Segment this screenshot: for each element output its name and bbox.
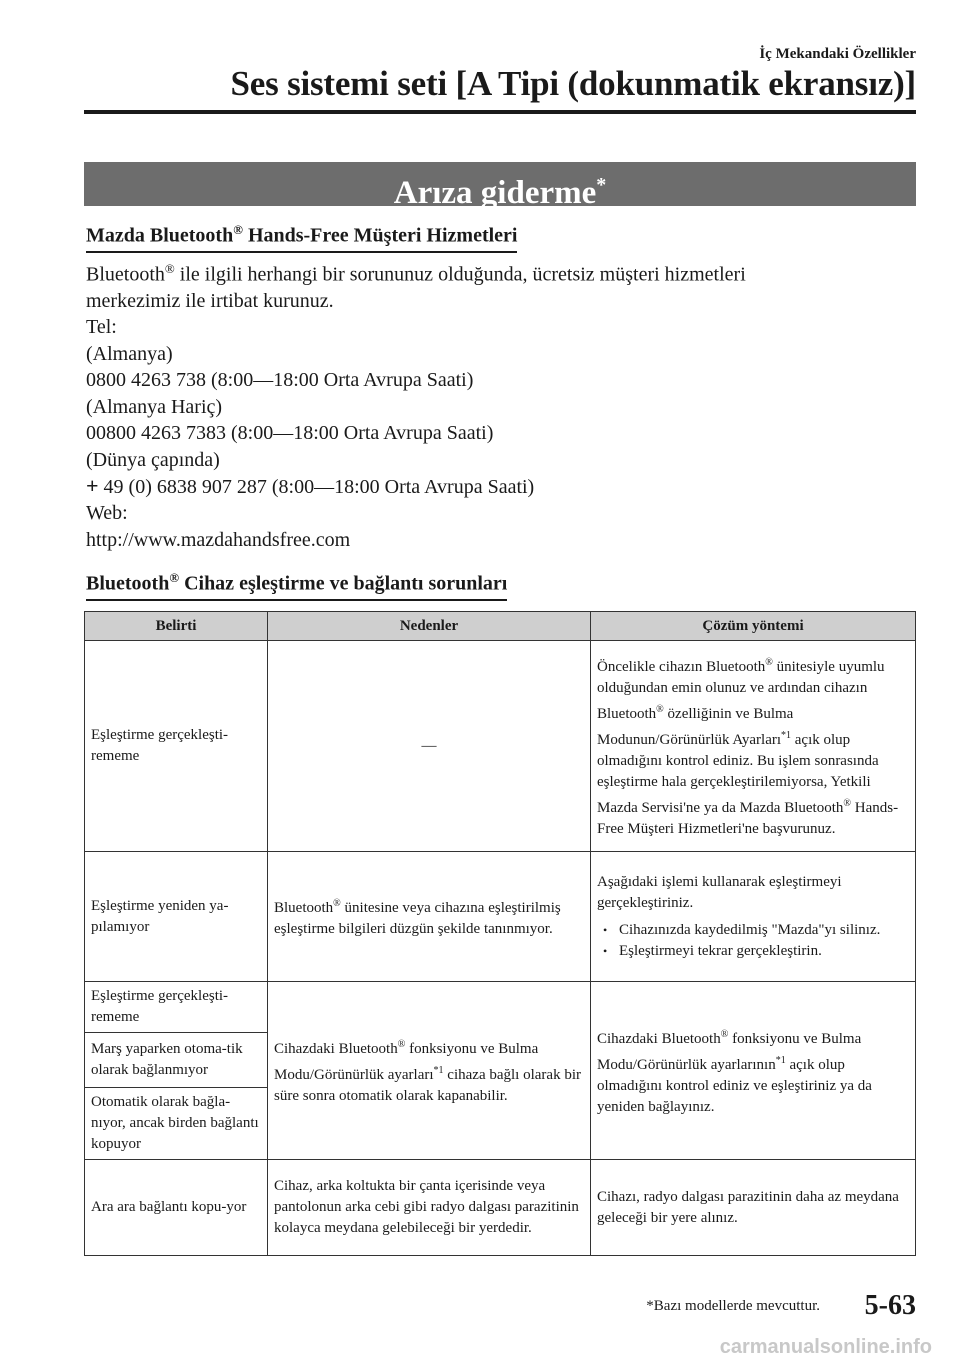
symptom-cell: Otomatik olarak bağla-nıyor, ancak birden bağlantı kopuyor: [85, 1088, 268, 1160]
web-label: Web:: [86, 502, 128, 525]
watermark: carmanualsonline.info: [719, 1336, 932, 1358]
list-item: • Eşleştirmeyi tekrar gerçekleştirin.: [611, 941, 909, 962]
pairing-heading: [86, 570, 507, 601]
table-header-row: [85, 612, 916, 641]
germany-label: (Almanya): [86, 342, 173, 365]
registered-mark: ®: [233, 222, 243, 237]
column-header-solution: Çözüm yöntemi: [591, 612, 916, 641]
table-row: [85, 641, 916, 852]
tel-label: Tel:: [86, 316, 117, 339]
footnote: *Bazı modellerde mevcuttur.: [646, 1298, 820, 1314]
table-row: [85, 982, 916, 1033]
table-row: [85, 1160, 916, 1256]
cause-cell: Bluetooth® ünitesine veya cihazına eşleştirilmiş eşleştirme bilgileri düzgün şekilde tanınmıyor.: [268, 852, 591, 982]
symptom-cell: Eşleştirme yeniden ya-pılamıyor: [85, 852, 268, 982]
footnote-marker: *1: [433, 1065, 444, 1076]
footnote-marker: *1: [781, 730, 792, 741]
column-header-symptom: Belirti: [85, 612, 268, 641]
solution-cell: Öncelikle cihazın Bluetooth® ünitesiyle uyumlu olduğundan emin olunuz ve ardından cihazın Bluetooth® özelliğinin ve Bulma Modunun/Görünürlük Ayarları$^{*1}$ açık olup olmadığını kontrol ediniz. Bu işlem sonrasında eşleştirme hala gerçekleştirilemiyorsa, Yetkili Mazda Servisi'ne ya da Mazda Bluetooth® Hands-Free Müşteri Hizmetleri'ne başvurunuz.: [591, 641, 916, 852]
web-url[interactable]: http://www.mazdahandsfree.com: [86, 528, 351, 551]
intro-line: merkezimiz ile irtibat kurunuz.: [86, 290, 334, 313]
heading-text: Mazda Bluetooth: [86, 224, 234, 247]
outside-germany-label: (Almanya Hariç): [86, 395, 223, 418]
title-divider: [84, 110, 916, 114]
solution-intro: Aşağıdaki işlemi kullanarak eşleştirmeyi gerçekleştiriniz.: [597, 873, 842, 911]
germany-phone: 0800 4263 738 (8:00―18:00 Orta Avrupa Saati): [86, 369, 474, 392]
worldwide-label: (Dünya çapında): [86, 448, 220, 471]
solution-steps: [597, 920, 909, 962]
cause-cell: Cihaz, arka koltukta bir çanta içerisinde veya pantolonun arka cebi gibi radyo dalgası parazitinin kolayca meydana gelebileceği bir yerdedir.: [268, 1160, 591, 1256]
section-label: İç Mekandaki Özellikler: [759, 46, 916, 62]
page-number: 5-63: [864, 1290, 916, 1321]
heading-text: Bluetooth: [86, 572, 170, 595]
hands-free-heading: [86, 222, 517, 253]
symptom-cell: Eşleştirme gerçekleşti-rememe: [85, 641, 268, 852]
symptom-cell: Ara ara bağlantı kopu-yor: [85, 1160, 268, 1256]
heading-text: Hands-Free Müşteri Hizmetleri: [242, 224, 518, 247]
intro-line: Bluetooth® ile ilgili herhangi bir sorununuz olduğunda, ücretsiz müşteri hizmetleri: [86, 261, 746, 286]
contact-block: [86, 256, 906, 553]
plus-icon: +: [86, 472, 99, 498]
column-header-cause: Nedenler: [268, 612, 591, 641]
worldwide-phone: + 49 (0) 6838 907 287 (8:00―18:00 Orta Avrupa Saati): [86, 472, 535, 498]
footnote-marker: *1: [775, 1054, 786, 1066]
solution-cell: [591, 852, 916, 982]
cause-cell: Cihazdaki Bluetooth® fonksiyonu ve Bulma Modu/Görünürlük ayarları$^{*1}$ cihaza bağlı olarak bir süre sonra otomatik olarak kapanabilir.: [268, 982, 591, 1160]
list-item: • Cihazınızda kaydedilmiş "Mazda"yı silinız.: [611, 920, 909, 941]
heading-text: Cihaz eşleştirme ve bağlantı sorunları: [179, 572, 508, 595]
troubleshooting-banner: [84, 162, 916, 211]
troubleshooting-table: [84, 611, 916, 1256]
solution-cell: Cihazdaki Bluetooth® fonksiyonu ve Bulma Modu/Görünürlük ayarlarının$^{*1}$ açık olup olmadığını kontrol ediniz ve eşleştiriniz ya da yeniden bağlayınız.: [591, 982, 916, 1160]
solution-cell: Cihazı, radyo dalgası parazitinin daha az meydana geleceği bir yere alınız.: [591, 1160, 916, 1256]
registered-mark: ®: [169, 570, 180, 585]
banner-title: Arıza giderme: [393, 175, 597, 211]
symptom-cell: Marş yaparken otoma-tik olarak bağlanmıyor: [85, 1033, 268, 1088]
page-title: Ses sistemi seti [A Tipi (dokunmatik ekransız)]: [230, 64, 916, 103]
table-row: [85, 852, 916, 982]
cause-cell: ―: [268, 641, 591, 852]
symptom-cell: Eşleştirme gerçekleşti-rememe: [85, 982, 268, 1033]
outside-germany-phone: 00800 4263 7383 (8:00―18:00 Orta Avrupa Saati): [86, 422, 494, 445]
banner-asterisk: *: [596, 174, 607, 196]
